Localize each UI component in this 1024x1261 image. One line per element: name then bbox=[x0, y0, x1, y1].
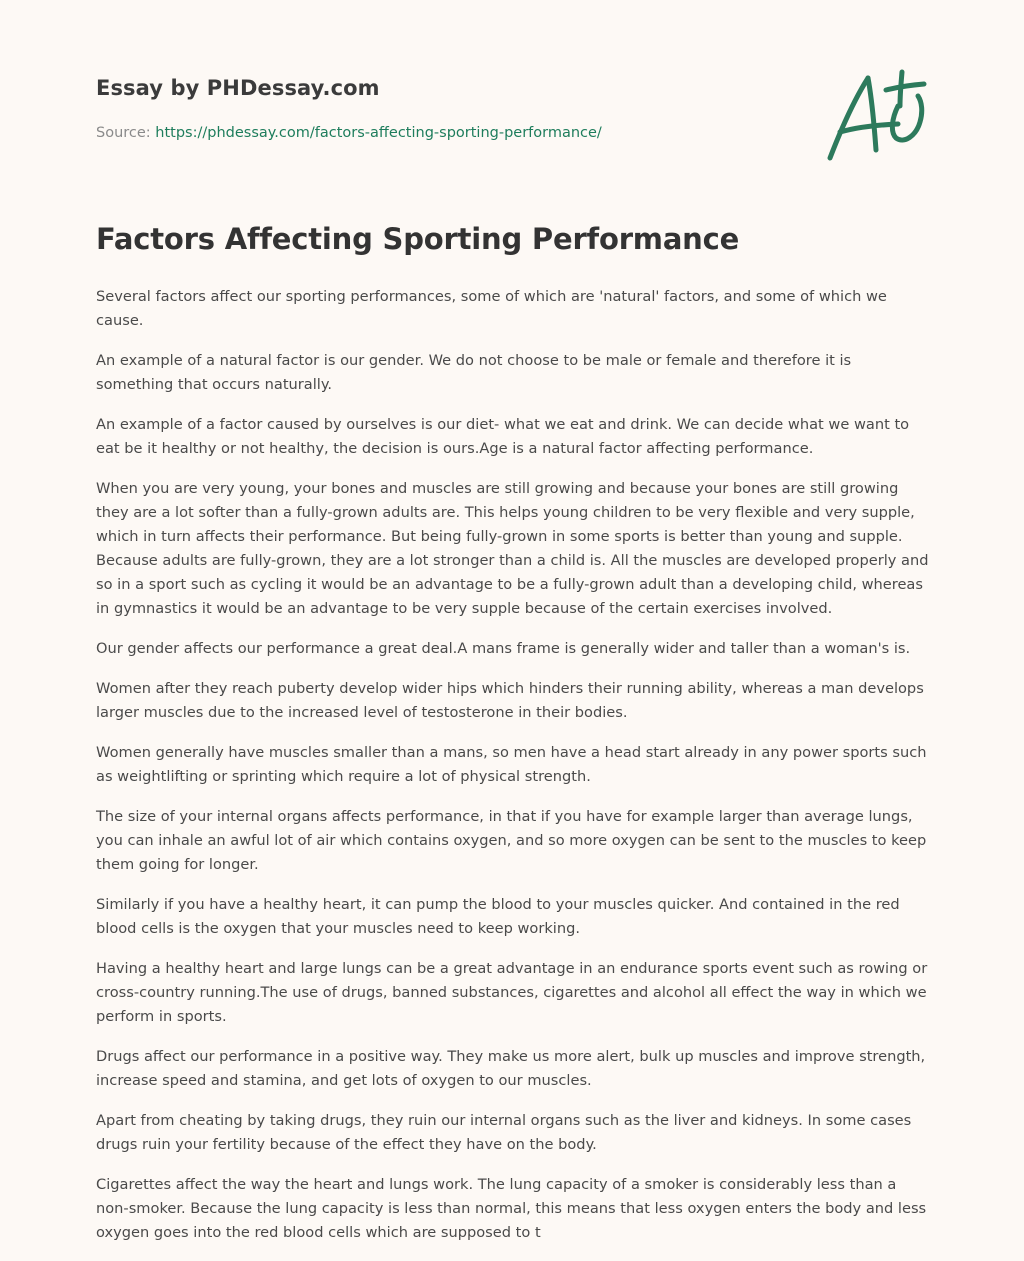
paragraph: Several factors affect our sporting performances, some of which are 'natural' factors, and some of which we cause. bbox=[96, 288, 887, 329]
paragraph: When you are very young, your bones and muscles are still growing and because your bones are still growing they are a lot softer than a fully-grown adults are. This helps young children to be very flexible and very supple, which in turn affects their performance. But being fully-grown in some sports is better than young and supple. Because adults are fully-grown, they are a lot stronger than a child is. All the muscles are developed properly and so in a sport such as cycling it would be an advantage to be a fully-grown adult than a developing child, whereas in gymnastics it would be an advantage to be very supple because of the certain exercises involved. bbox=[96, 480, 929, 617]
paragraph: Women generally have muscles smaller than a mans, so men have a head start already in any power sports such as weightlifting or sprinting which require a lot of physical strength. bbox=[96, 744, 927, 785]
paragraph: Cigarettes affect the way the heart and lungs work. The lung capacity of a smoker is considerably less than a non-smoker. Because the lung capacity is less than normal, this means that less oxygen enters the body and less oxygen goes into the red blood cells which are supposed to t bbox=[96, 1176, 927, 1241]
source-line bbox=[96, 125, 602, 141]
paragraph: Similarly if you have a healthy heart, it can pump the blood to your muscles quicker. And contained in the red blood cells is the oxygen that your muscles need to keep working. bbox=[96, 896, 900, 937]
paragraph: Apart from cheating by taking drugs, they ruin our internal organs such as the liver and kidneys. In some cases drugs ruin your fertility because of the effect they have on the body. bbox=[96, 1112, 912, 1153]
source-label: Source: bbox=[96, 125, 151, 141]
paragraph: Drugs affect our performance in a positive way. They make us more alert, bulk up muscles and improve strength, increase speed and stamina, and get lots of oxygen to our muscles. bbox=[96, 1048, 926, 1089]
paragraph: Having a healthy heart and large lungs can be a great advantage in an endurance sports event such as rowing or cross-country running.The use of drugs, banned substances, cigarettes and alcohol all effect the way in which we perform in sports. bbox=[96, 960, 928, 1025]
a-plus-grade-icon bbox=[824, 66, 928, 166]
paragraph: Women after they reach puberty develop wider hips which hinders their running ability, whereas a man develops larger muscles due to the increased level of testosterone in their bodies. bbox=[96, 680, 924, 721]
page-title: Factors Affecting Sporting Performance bbox=[96, 222, 740, 256]
essay-body bbox=[96, 285, 932, 1261]
site-brand: Essay by PHDessay.com bbox=[96, 76, 380, 100]
source-link[interactable]: https://phdessay.com/factors-affecting-sporting-performance/ bbox=[155, 125, 602, 141]
paragraph: An example of a natural factor is our gender. We do not choose to be male or female and therefore it is something that occurs naturally. bbox=[96, 352, 852, 393]
paragraph: An example of a factor caused by ourselves is our diet- what we eat and drink. We can decide what we want to eat be it healthy or not healthy, the decision is ours.Age is a natural factor affecting performance. bbox=[96, 416, 910, 457]
paragraph: The size of your internal organs affects performance, in that if you have for example larger than average lungs, you can inhale an awful lot of air which contains oxygen, and so more oxygen can be sent to the muscles to keep them going for longer. bbox=[96, 808, 927, 873]
paragraph: Our gender affects our performance a great deal.A mans frame is generally wider and taller than a woman's is. bbox=[96, 640, 911, 657]
